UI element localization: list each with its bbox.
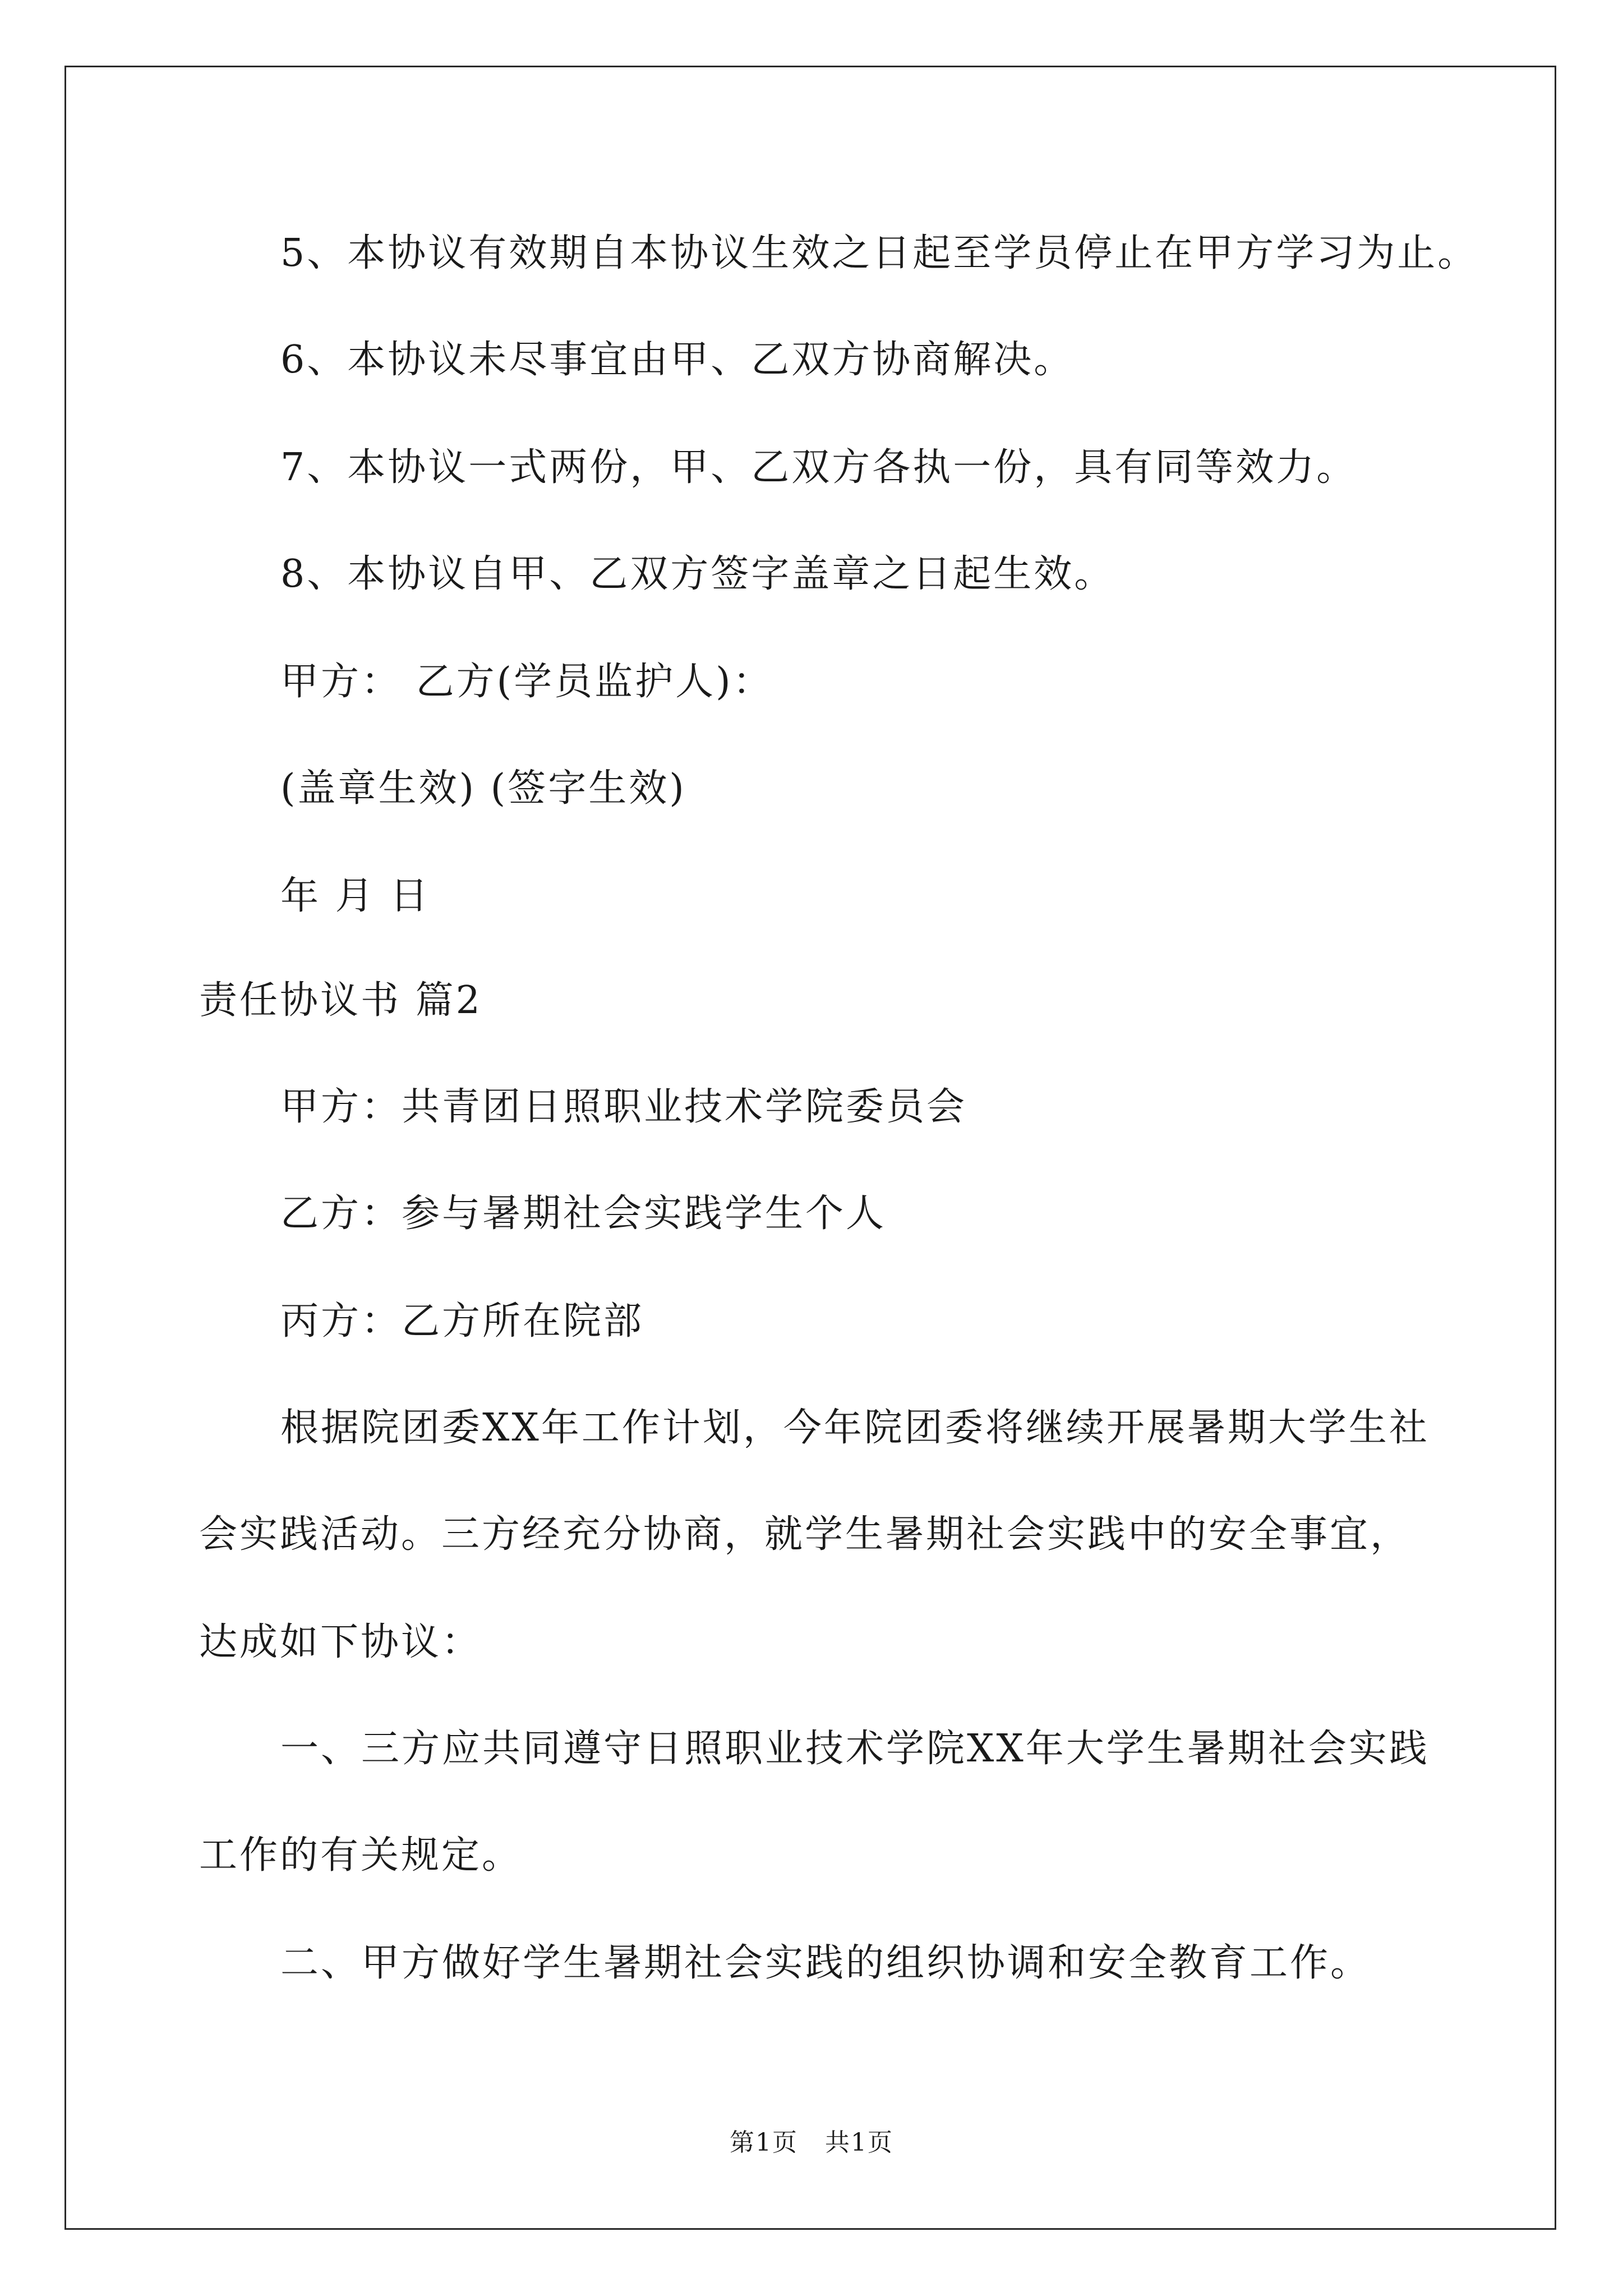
intro-paragraph-line-2: 会实践活动。三方经充分协商，就学生暑期社会实践中的安全事宜， xyxy=(199,1512,1411,1557)
clause-7: 7、本协议一式两份，甲、乙双方各执一份，具有同等效力。 xyxy=(280,445,1357,490)
clause-6: 6、本协议未尽事宜由甲、乙双方协商解决。 xyxy=(280,338,1075,382)
party-c: 丙方：乙方所在院部 xyxy=(280,1299,644,1343)
date-line: 年 月 日 xyxy=(280,874,431,918)
page-border xyxy=(64,66,1556,2230)
section-heading: 责任协议书 篇2 xyxy=(199,978,482,1023)
article-1-line-1: 一、三方应共同遵守日照职业技术学院XX年大学生暑期社会实践 xyxy=(280,1727,1430,1771)
clause-8: 8、本协议自甲、乙双方签字盖章之日起生效。 xyxy=(280,552,1115,596)
party-b: 乙方：参与暑期社会实践学生个人 xyxy=(280,1191,887,1236)
signature-parties: 甲方： 乙方(学员监护人)： xyxy=(280,660,773,704)
party-a: 甲方：共青团日照职业技术学院委员会 xyxy=(280,1085,967,1129)
clause-5: 5、本协议有效期自本协议生效之日起至学员停止在甲方学习为止。 xyxy=(280,231,1478,275)
intro-paragraph-line-1: 根据院团委XX年工作计划，今年院团委将继续开展暑期大学生社 xyxy=(280,1406,1430,1450)
page-footer xyxy=(0,2128,1623,2157)
page-total: 共1页 xyxy=(825,2128,893,2157)
signature-notes: (盖章生效) (签字生效) xyxy=(280,766,686,811)
article-1-line-2: 工作的有关规定。 xyxy=(199,1833,523,1878)
page-number: 第1页 xyxy=(730,2128,798,2157)
article-2: 二、甲方做好学生暑期社会实践的组织协调和安全教育工作。 xyxy=(280,1941,1371,1985)
intro-paragraph-line-3: 达成如下协议： xyxy=(199,1620,482,1664)
